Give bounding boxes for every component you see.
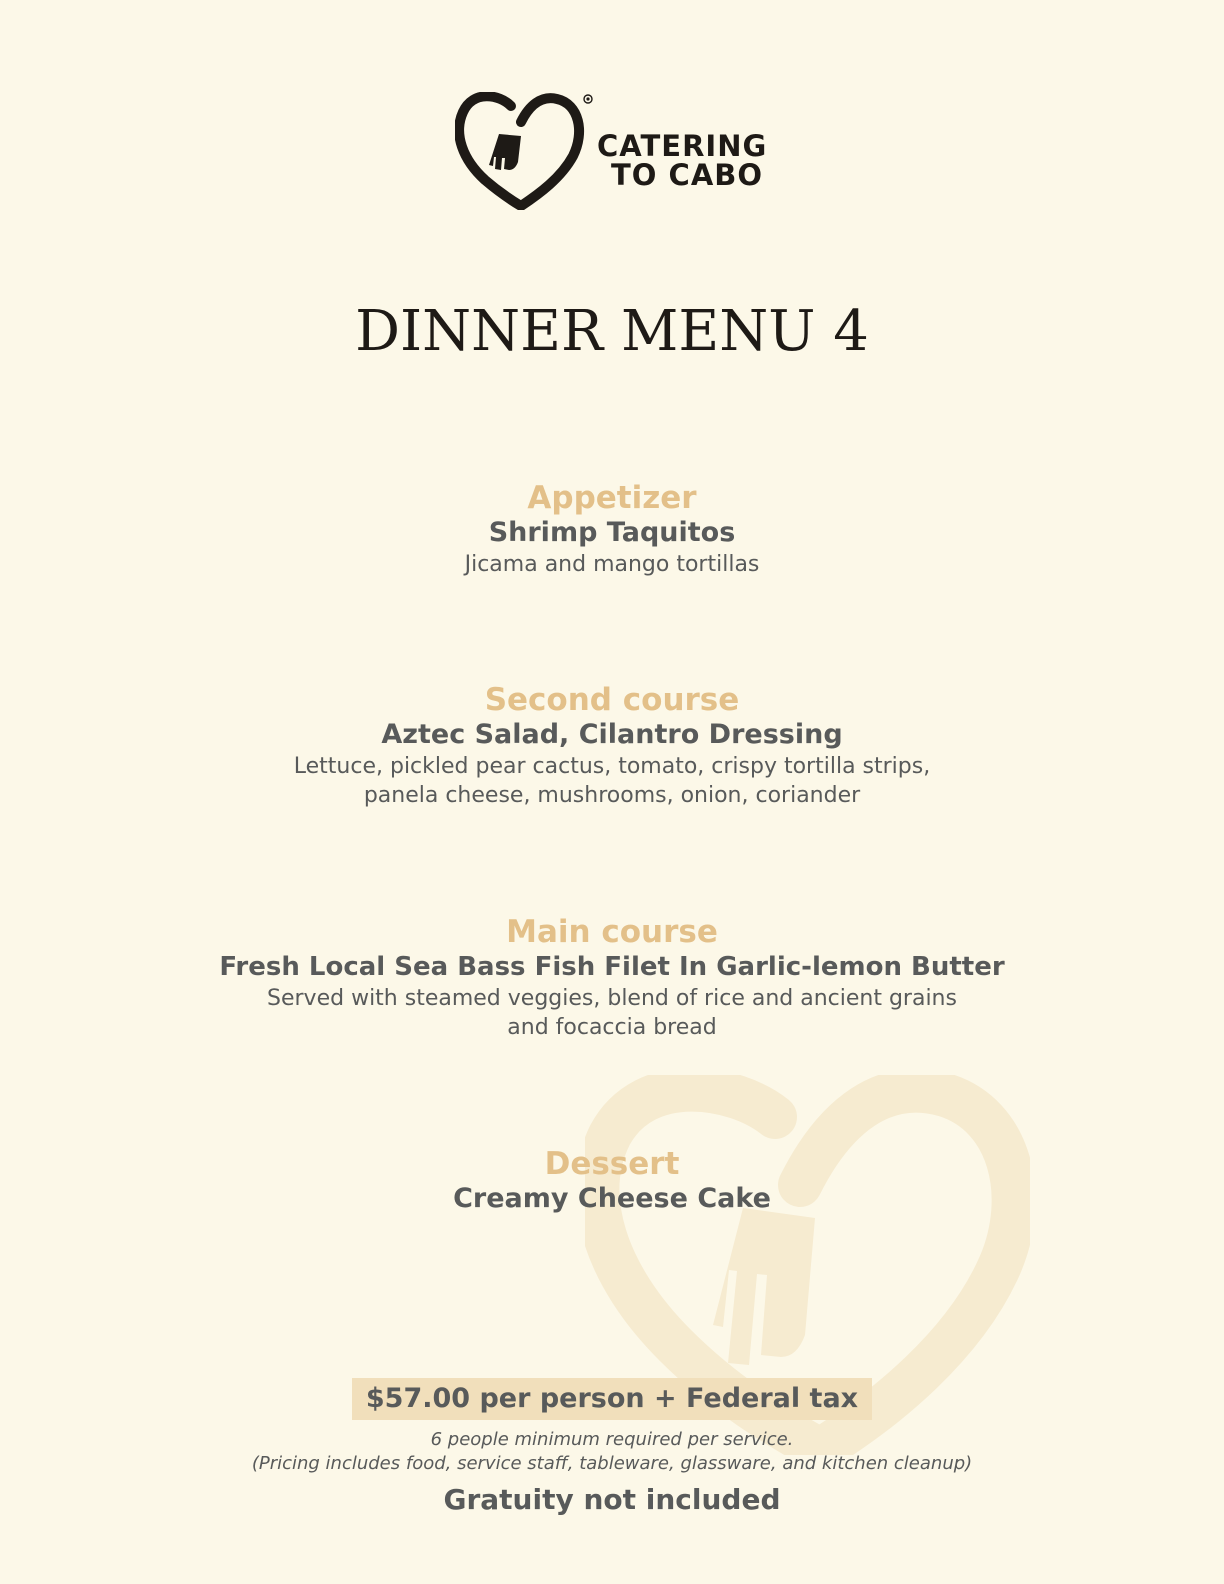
dish-description-line-1: Lettuce, pickled pear cactus, tomato, crispy tortilla strips,: [293, 754, 931, 779]
gratuity-note: Gratuity not included: [443, 1483, 781, 1516]
logo-line-2: TO CABO: [611, 158, 764, 192]
price-text: $57.00 per person + Federal tax: [352, 1378, 872, 1420]
logo-line-1: CATERING: [597, 129, 768, 163]
dish-description-line-2: panela cheese, mushrooms, onion, coriander: [363, 783, 861, 808]
registered-mark-icon: [583, 94, 593, 104]
dish-name: Fresh Local Sea Bass Fish Filet In Garlic-lemon Butter: [219, 952, 1005, 982]
course-second: [0, 682, 1224, 810]
logo-wordmark: [597, 129, 768, 192]
dish-description: Jicama and mango tortillas: [464, 552, 760, 577]
catering-to-cabo-logo: [455, 92, 768, 210]
price-banner: [0, 1378, 1224, 1420]
dish-description-line-2: and focaccia bread: [507, 1015, 717, 1040]
dish-name: Creamy Cheese Cake: [453, 1183, 771, 1214]
course-appetizer: [0, 480, 1224, 579]
course-label: Dessert: [544, 1146, 680, 1182]
course-main: [0, 914, 1224, 1042]
dish-description-line-1: Served with steamed veggies, blend of rice and ancient grains: [267, 986, 957, 1011]
dish-name: Shrimp Taquitos: [488, 517, 736, 548]
heart-fork-icon: [455, 92, 587, 210]
dish-name: Aztec Salad, Cilantro Dressing: [381, 719, 843, 750]
menu-title: DINNER MENU 4: [355, 299, 869, 364]
includes-note: (Pricing includes food, service staff, tableware, glassware, and kitchen cleanup): [251, 1453, 973, 1474]
course-label: Second course: [484, 682, 740, 718]
course-label: Appetizer: [527, 480, 697, 516]
course-dessert: [0, 1146, 1224, 1216]
course-label: Main course: [506, 914, 718, 950]
minimum-note: 6 people minimum required per service.: [430, 1429, 794, 1450]
